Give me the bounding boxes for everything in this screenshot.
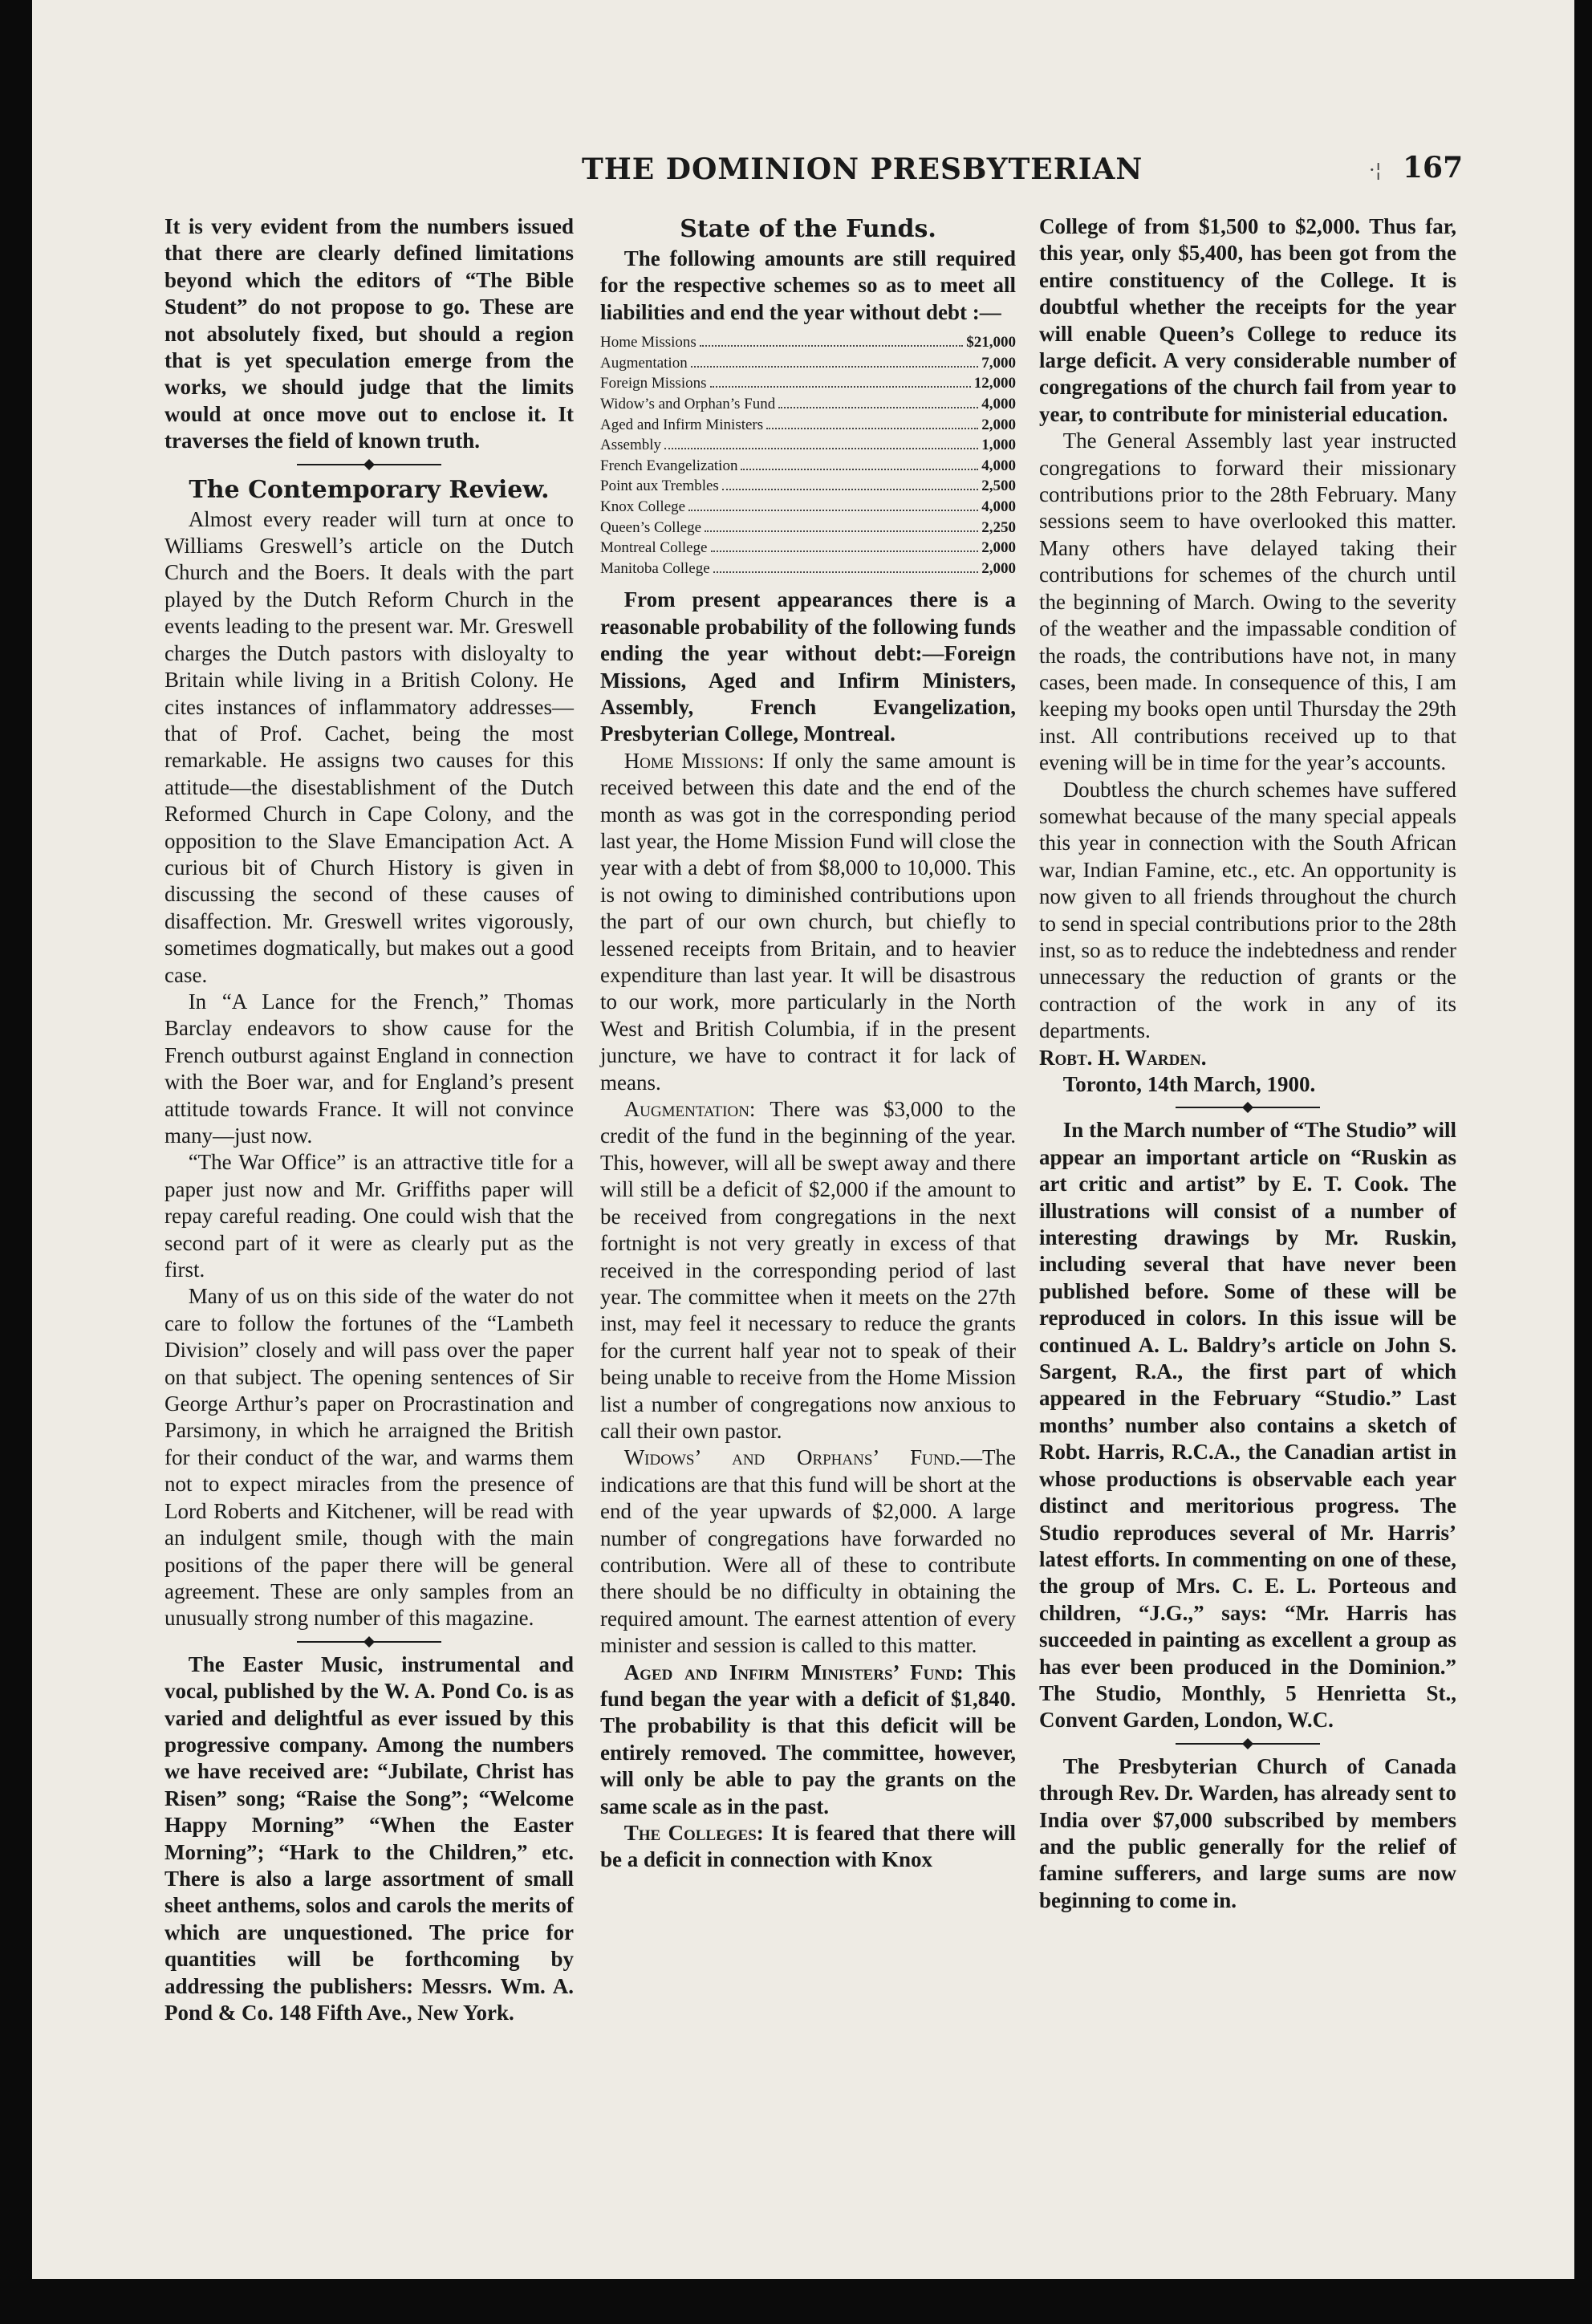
home-missions-text: If only the same amount is received between this date and the end of the month as was got in the corresponding period last year, the Home Mission Fund will close the year with a debt of from $8,000 to 10,000. This is not owing to diminished contributions upon the part of our own church, but chiefly to lessened receipts from Britain, and to heavier expenditure than last year. It will be disastrous to our work, more particularly in the North West and British Columbia, if in the present juncture, we have to contract it for lack of means. xyxy=(600,748,1017,1095)
fund-name: Augmentation xyxy=(600,354,688,372)
fund-amount: $21,000 xyxy=(966,334,1016,351)
colleges-label: The Colleges: xyxy=(623,1821,764,1846)
leader-dots xyxy=(664,448,978,449)
leader-dots xyxy=(710,386,971,388)
colleges-continued: College of from $1,500 to $2,000. Thus far, this year, only $5,400, has been got from the entire constituency of the College. It is doubtful whether the receipts for the year will enable Queen’s College to reduce its large deficit. A very considerable number of congregations of the church fail from year to year, to contribute for ministerial education. xyxy=(1039,214,1456,426)
augmentation-text: There was $3,000 to the credit of the fund in the beginning of the year. This, however, will all be swept away and there will still be a deficit of $2,000 if the amount to be received from congregations in the next fortnight is not very greatly in excess of that received in the corresponding period of last year. The committee when it meets on the 27th inst, may feel it necessary to reduce the grants for the current half year not to speak of their being unable to receive from the Home Mission list a number of congregations now anxious to call their own pastor. xyxy=(600,1097,1016,1443)
fund-row xyxy=(600,435,1016,456)
leader-dots xyxy=(778,407,978,408)
fund-name: Widow’s and Orphan’s Fund xyxy=(600,396,776,412)
section-divider xyxy=(1039,1098,1456,1117)
dateline: Toronto, 14th March, 1900. xyxy=(1062,1072,1316,1096)
section-divider xyxy=(1039,1734,1456,1753)
studio-paragraph: In the March number of “The Studio” will appear an important article on “Ruskin as art critic and artist” by E. T. Cook. The illustrations will consist of a number of interesting drawings by Mr. Ruskin, including several that have never been published before. Some of these will be reproduced in colors. In this issue will be continued A. L. Baldry’s article on John S. Sargent, R.A., the first part of which appeared in the February “Studio.” Last months’ number also contains a sketch of Robt. Harris, R.C.A., the Canadian artist in whose productions is observable each year distinct and meritorious progress. The Studio reproduces several of Mr. Harris’ latest efforts. In commenting on one of these, the group of Mrs. C. E. L. Porteous and children, “J.G.,” says: “Mr. Harris has succeeded in painting as excellent a group as has ever been produced in the Dominion.” The Studio, Monthly, 5 Henrietta St., Convent Garden, London, W.C. xyxy=(1039,1118,1456,1733)
fund-amount: 2,000 xyxy=(981,539,1016,557)
column-left xyxy=(164,213,574,2026)
fund-amount: 1,000 xyxy=(981,437,1016,454)
masthead-title: THE DOMINION PRESBYTERIAN xyxy=(582,152,1143,186)
fund-amount: 2,250 xyxy=(981,518,1016,536)
general-assembly-paragraph: The General Assembly last year instructed congregations to forward their missionary contributions prior to the 28th February. Many sessions seem to have overlooked this matter. Many others have delayed taking their contributions for schemes of the church until the beginning of March. Owing to the severity of the weather and the impassable condition of the roads, the contributions have not, in many cases, been made. In consequence of this, I am keeping my books open until Thursday the 29th inst. All contributions received up to that evening will be in time for the year’s accounts. xyxy=(1039,429,1456,775)
review-paragraph: In “A Lance for the French,” Thomas Barclay endeavors to show cause for the French outburst against England in connection with the Boer war, and for England’s present attitude towards France. It will not convince many—just now. xyxy=(164,989,574,1148)
fund-name: Assembly xyxy=(600,437,661,454)
fund-amount: 2,000 xyxy=(981,416,1016,433)
bible-student-paragraph: It is very evident from the numbers issued that there are clearly defined limitations beyond which the editors of “The Bible Student” do not propose to go. These are not absolutely fixed, but should a region that is yet speculation emerge from the works, we should judge that the limits would at once move out to enclose it. It traverses the field of known truth. xyxy=(164,214,574,453)
fund-amount: 7,000 xyxy=(981,354,1016,372)
review-paragraph: Many of us on this side of the water do not care to follow the fortunes of the “Lambeth Division” closely and will pass over the paper on that subject. The opening sentences of Sir George Arthur’s paper on Procrastination and Parsimony, in which he arraigned the British for their conduct of the war, and warms them not to expect miracles from the presence of Lord Roberts and Kitchener, will be read with an indulgent smile, though with the main positions of the paper there will be general agreement. These are only samples from an unusually strong number of this magazine. xyxy=(164,1284,574,1631)
fund-name: Manitoba College xyxy=(600,559,710,577)
scan-border-left xyxy=(0,0,32,2324)
funds-intro: The following amounts are still required for the respective schemes so as to meet all liabilities and end the year without debt :— xyxy=(600,246,1016,324)
fund-amount: 4,000 xyxy=(981,498,1016,515)
column-right xyxy=(1039,213,1456,1914)
section-divider xyxy=(164,455,574,474)
leader-dots xyxy=(711,551,979,552)
leader-dots xyxy=(766,428,978,429)
leader-dots xyxy=(713,571,979,573)
section-divider xyxy=(164,1632,574,1652)
fund-row xyxy=(600,538,1016,559)
page-number: 167 xyxy=(1403,151,1464,185)
fund-row xyxy=(600,559,1016,579)
fund-name: Queen’s College xyxy=(600,518,702,536)
easter-music-paragraph: The Easter Music, instrumental and vocal, published by the W. A. Pond Co. is as varied and delightful as ever issued by this progressive company. Among the numbers we have received are: “Jubilate, Christ has Risen” song; “Raise the Song”; “Welcome Happy Morning” “When the Easter Morning”; “Hark to the Children,” etc. There is also a large assortment of small sheet anthems, solos and carols the merits of which are unquestioned. The price for quantities will be forthcoming by addressing the publishers: Messrs. Wm. A. Pond & Co. 148 Fifth Ave., New York. xyxy=(164,1652,574,2025)
fund-name: Montreal College xyxy=(600,539,708,557)
fund-name: Point aux Trembles xyxy=(600,477,719,495)
fund-name: Foreign Missions xyxy=(600,375,707,392)
fund-amount: 4,000 xyxy=(981,457,1016,474)
famine-relief-paragraph: The Presbyterian Church of Canada through Rev. Dr. Warden, has already sent to India over $7,000 subscribed by members and the public generally for the relief of famine sufferers, and large sums are now beginning to come in. xyxy=(1039,1753,1456,1912)
home-missions-label: Home Missions: xyxy=(623,748,765,773)
augmentation-label: Augmentation: xyxy=(623,1097,756,1122)
leader-dots xyxy=(741,469,978,470)
fund-name: Knox College xyxy=(600,498,686,515)
fund-row xyxy=(600,497,1016,518)
fund-row xyxy=(600,353,1016,374)
fund-row xyxy=(600,394,1016,415)
aged-fund-text: This fund began the year with a deficit of $1,840. The probability is that this deficit will be entirely removed. The committee, however, will only be able to pay the grants on the same scale as in the past. xyxy=(600,1660,1016,1818)
leader-dots xyxy=(691,366,979,368)
fund-amount: 2,500 xyxy=(981,477,1016,495)
fund-row xyxy=(600,332,1016,353)
column-middle xyxy=(600,213,1016,1874)
fund-amount: 12,000 xyxy=(973,375,1016,392)
signature: Robt. H. Warden. xyxy=(1039,1045,1207,1070)
leader-dots xyxy=(688,510,978,511)
state-of-funds-heading: State of the Funds. xyxy=(680,215,936,243)
leader-dots xyxy=(705,530,978,532)
scan-border-bottom xyxy=(0,2279,1592,2324)
scan-border-right xyxy=(1574,0,1592,2324)
fund-row xyxy=(600,476,1016,497)
doubtless-paragraph: Doubtless the church schemes have suffered somewhat because of the many special appeals this year in connection with the South African war, Indian Famine, etc., etc. An opportunity is now given to all friends throughout the church to send in special contributions prior to the 28th inst, so as to reduce the indebtedness and render unnecessary the reduction of grants or the contraction of the work in any of its departments. xyxy=(1039,777,1456,1043)
fund-row xyxy=(600,373,1016,394)
leader-dots xyxy=(700,345,963,347)
widows-fund-label: Widows’ and Orphans’ Fund. xyxy=(623,1445,961,1470)
funds-table xyxy=(600,332,1016,579)
colleges-text: It is feared that there will be a deficit in connection with Knox xyxy=(600,1821,1016,1872)
fund-name: Home Missions xyxy=(600,334,696,351)
aged-fund-label: Aged and Infirm Ministers’ Fund: xyxy=(623,1660,964,1684)
present-appearances-paragraph: From present appearances there is a reasonable probability of the following funds ending the year without debt:—Foreign Missions, Aged and Infirm Ministers, Assembly, French Evangelization, Presbyterian College, Montreal. xyxy=(600,587,1016,746)
review-paragraph: Almost every reader will turn at once to Williams Greswell’s article on the Dutch Church and the Boers. It deals with the part played by the Dutch Reform Church in the events leading to the present war. Mr. Greswell charges the Dutch pastors with disloyalty to Britain while living in a British Colony. He cites instances of inflammatory addresses—that of Prof. Cachet, being the most remarkable. He assigns two causes for this attitude—the disestablishment of the Dutch Reformed Church in Cape Colony, and the opposition to the Slave Emancipation Act. A curious bit of Church History is given in discussing the second of these causes of disaffection. Mr. Greswell writes vigorously, sometimes dogmatically, but makes out a good case. xyxy=(164,506,574,987)
margin-mark: ·¦ xyxy=(1369,159,1382,181)
fund-amount: 2,000 xyxy=(981,559,1016,577)
fund-name: French Evangelization xyxy=(600,457,738,474)
fund-row xyxy=(600,518,1016,538)
fund-name: Aged and Infirm Ministers xyxy=(600,416,764,433)
contemporary-review-heading: The Contemporary Review. xyxy=(189,475,550,504)
review-paragraph: “The War Office” is an attractive title for a paper just now and Mr. Griffiths paper will repay careful reading. One could wish that the second part of it were as clearly put as the first. xyxy=(164,1150,574,1282)
widows-fund-text: —The indications are that this fund will be short at the end of the year upwards of $2,000. A large number of congregations have forwarded no contribution. Were all of these to contribute there should be no difficulty in obtaining the required amount. The earnest attention of every minister and session is called to this matter. xyxy=(600,1445,1016,1658)
fund-row xyxy=(600,456,1016,477)
fund-row xyxy=(600,415,1016,436)
leader-dots xyxy=(722,489,978,490)
fund-amount: 4,000 xyxy=(981,396,1016,412)
